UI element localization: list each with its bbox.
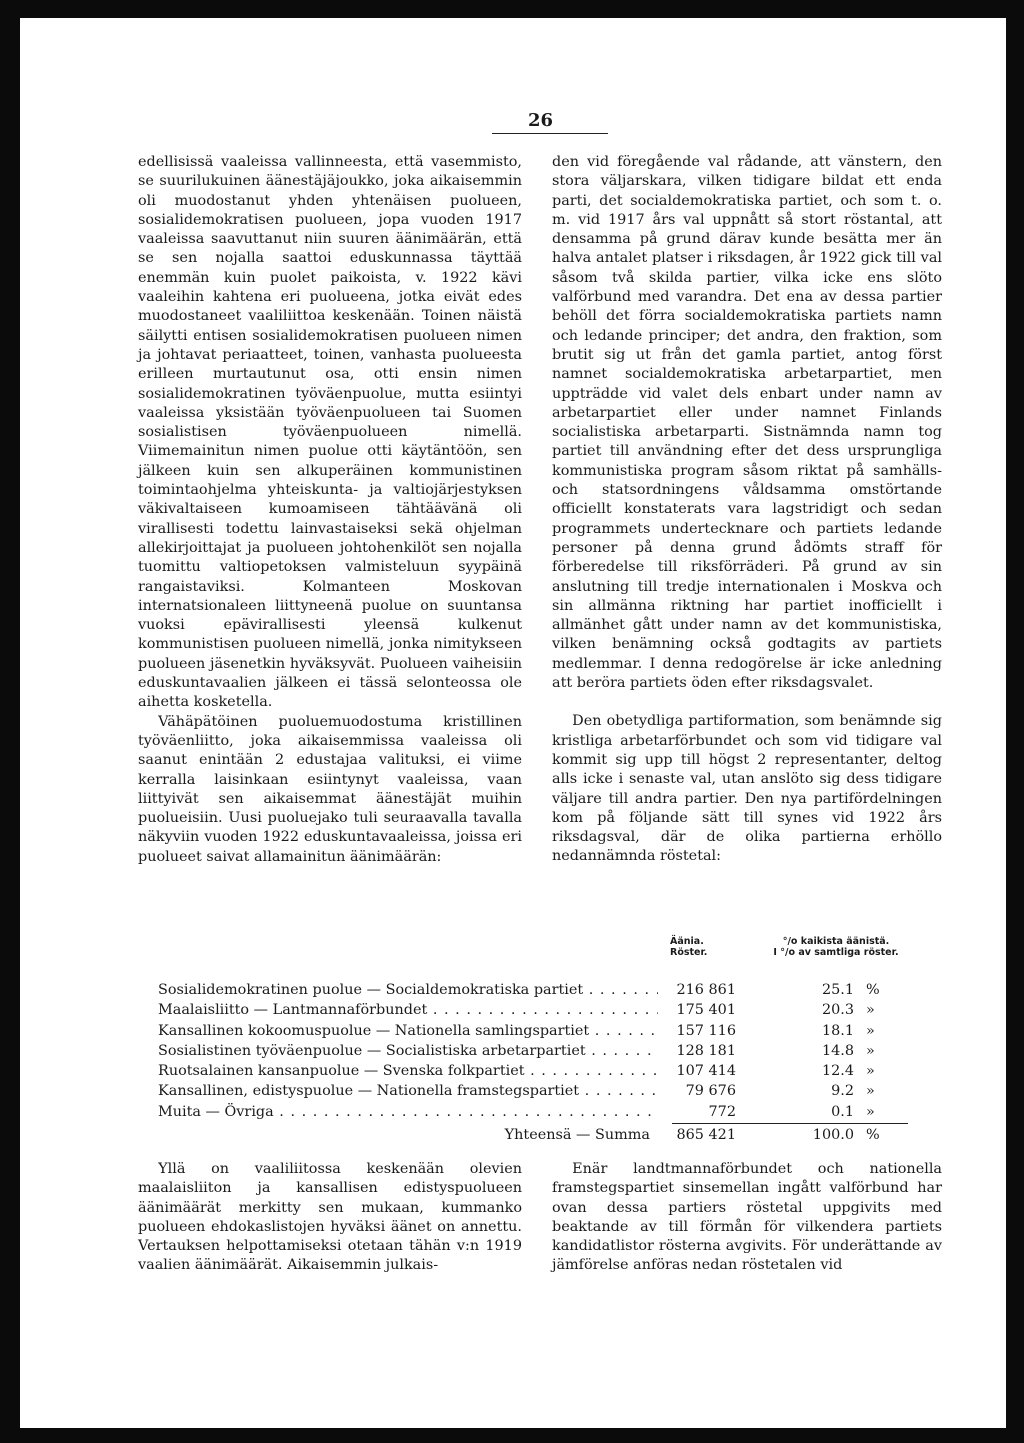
vote-count: 157 116 <box>676 1022 736 1039</box>
table-row <box>158 1000 918 1020</box>
votes-column-header: Äänia. Röster. <box>670 936 708 958</box>
total-votes: 865 421 <box>676 1127 736 1144</box>
table-row <box>158 1081 918 1101</box>
swedish-paragraph: Den obetydliga partiformation, som benämnde sig kristliga arbetarförbundet och som vid tidigare val kommit sig upp till högst 2 representanter, deltog alls icke i senaste val, utan anslöto sig dess tidigare väljare till andra partier. Den nya partifördelningen kom på följande sätt till synes vid 1922 års riksdagsval, där de olika partierna erhöllo nedannämnda röstetal: <box>552 713 942 865</box>
percent-unit: » <box>866 1083 875 1100</box>
vote-percent: 12.4 <box>821 1063 854 1080</box>
swedish-paragraph: Enär landtmannaförbundet och nationella framstegspartiet sinsemellan ingått valförbund har ovan dessa partiers röstetal uppgivits med beaktande av till förmån för vilkendera partiets kandidatlistor rösterna avgivits. För underättande av jämförelse anföras nedan röstetalen vid <box>552 1161 942 1274</box>
finnish-paragraph: Yllä on vaaliliitossa keskenään olevien maalaisliiton ja kansallisen edistyspuolueen äänimäärät merkitty sen mukaan, kummanko puolueen ehdokaslistojen hyväksi äänet on annettu. Vertauksen helpottamiseksi otetaan tähän v:n 1919 vaalien äänimäärät. Aikaisemmin julkais- <box>138 1161 522 1274</box>
page-number-rule <box>492 133 608 134</box>
finnish-column-top <box>138 153 522 867</box>
election-results-table <box>158 932 918 1146</box>
vote-percent: 25.1 <box>821 982 854 998</box>
percent-unit: % <box>866 982 880 998</box>
table-total-row <box>158 1124 918 1146</box>
percent-unit: » <box>866 1063 875 1080</box>
party-name: Sosialistinen työväenpuolue — Socialistiska arbetarpartiet . . . <box>158 1041 658 1061</box>
finnish-paragraph: edellisissä vaaleissa vallinneesta, että vasemmisto, se suurilukuinen äänestäjäjoukko, joka aikaisemmin oli muodostanut yhden yhtenäisen puolueen, sosialidemokratisen puolueen, jopa vuoden 1917 vaaleissa saavuttanut niin suuren äänimäärän, että se sen nojalla saattoi eduskunnassa täyttää enemmän kuin puolet paikoista, v. 1922 kävi vaaleihin kahtena eri puolueena, jotka eivät edes muodostaneet vaaliliittoa keskenään. Toinen näistä säilytti entisen sosialidemokratisen puolueen nimen ja johtavat periaatteet, toinen, vanhasta puolueesta erilleen murtautunut osa, otti ensin nimen sosialidemokratinen työväenpuolue, mutta esiintyi vaaleissa yksistään työväenpuolueen tai Suomen sosialistisen työväenpuolueen nimellä. Viimemainitun nimen puolue otti käytäntöön, sen jälkeen kuin sen alkuperäinen kommunistinen toimintaohjelma yhteiskunta- ja valtiojärjestyksen väkivaltaiseen kumoamiseen tähtäävänä oli virallisesti todettu lainvastaiseksi sekä ohjelman allekirjoittajat ja puolueen johtohenkilöt sen nojalla tuomittu valtiopetoksen valmisteluun syypäinä rangaistaviksi. Kolmanteen Moskovan internatsionaleen liittyneenä puolue on suuntansa vuoksi epävirallisesti yleensä kulkenut kommunistisen puolueen nimellä, jonka nimitykseen puolueen jäsenetkin hyväksyvät. Puolueen vaiheisiin eduskuntavaalien jälkeen ei tässä selonteossa ole aihetta kosketella. <box>138 154 522 711</box>
vote-count: 772 <box>708 1103 736 1120</box>
party-name: Maalaisliitto — Lantmannaförbundet . . . <box>158 1000 658 1020</box>
percent-unit: % <box>866 1127 880 1144</box>
table-row <box>158 1041 918 1061</box>
document-page <box>20 18 1006 1428</box>
party-name: Sosialidemokratinen puolue — Socialdemokratiska partiet . . . <box>158 980 658 1000</box>
percent-unit: » <box>866 1042 875 1059</box>
swedish-column-top <box>552 153 942 867</box>
vote-count: 175 401 <box>676 1002 736 1019</box>
party-name: Kansallinen, edistyspuolue — Nationella framstegspartiet . . . <box>158 1081 658 1101</box>
vote-count: 128 181 <box>676 1042 736 1059</box>
total-label: Yhteensä — Summa <box>504 1127 650 1144</box>
table-row <box>158 1102 918 1122</box>
percent-unit: » <box>866 1103 875 1120</box>
table-row <box>158 1021 918 1041</box>
percent-column-header: °/o kaikista äänistä. I °/o av samtliga röster. <box>773 936 899 958</box>
party-name: Ruotsalainen kansanpuolue — Svenska folkpartiet . . . <box>158 1061 658 1081</box>
finnish-column-bottom <box>138 1160 522 1276</box>
vote-percent: 14.8 <box>821 1042 854 1059</box>
vote-count: 216 861 <box>676 982 736 998</box>
swedish-column-bottom <box>552 1160 942 1276</box>
finnish-paragraph: Vähäpätöinen puoluemuodostuma kristillinen työväenliitto, joka aikaisemmissa vaaleissa oli saanut enintään 2 edustajaa valituksi, ei viime kerralla laisinkaan esiintynyt vaaleissa, vaan liittyivät sen aikaisemmat äänestäjät muihin puolueisiin. Uusi puoluejako tuli seuraavalla tavalla näkyviin vuoden 1922 eduskuntavaaleissa, joissa eri puolueet saivat allamainitun äänimäärän: <box>138 713 522 865</box>
vote-percent: 0.1 <box>831 1103 854 1120</box>
table-row <box>158 1061 918 1081</box>
total-percent: 100.0 <box>812 1127 854 1144</box>
percent-unit: » <box>866 1002 875 1019</box>
page-number: 26 <box>528 110 554 131</box>
party-name: Kansallinen kokoomuspuolue — Nationella samlingspartiet . . . <box>158 1021 658 1041</box>
swedish-paragraph: den vid föregående val rådande, att vänstern, den stora väljarskara, vilken tidigare bildat ett enda parti, det socialdemokratiska partiet, och som t. o. m. vid 1917 års val uppnått så stort röstantal, att densamma på grund därav kunde besätta mer än halva antalet platser i riksdagen, år 1922 gick till val såsom två skilda partier, vilka icke ens slöto valförbund med varandra. Det ena av dessa partier behöll det förra socialdemokratiska partiets namn och ledande principer; det andra, den fraktion, som brutit sig ut från det gamla partiet, antog först namnet socialdemokratiska arbetarpartiet, men uppträdde vid valet dels enbart under namn av arbetarpartiet eller under namnet Finlands socialistiska arbetarparti. Sistnämnda namn tog partiet till användning efter det dess ursprungliga kommunistiska program såsom riktat på samhälls- och statsordningens våldsamma omstörtande officiellt konstaterats vara lagstridigt och sedan programmets undertecknare och partiets ledande personer på denna grund ådömts straff för förberedelse till riksförräderi. På grund av sin anslutning till tredje internationalen i Moskva och sin allmänna riktning har partiet inofficiellt i allmänhet gått under namn av det kommunistiska, vilken benämning också godtagits av partiets medlemmar. I denna redogörelse är icke anledning att beröra partiets öden efter riksdagsvalet. <box>552 154 942 692</box>
vote-percent: 18.1 <box>821 1022 854 1039</box>
table-header <box>158 932 918 980</box>
vote-percent: 9.2 <box>831 1083 854 1100</box>
percent-unit: » <box>866 1022 875 1039</box>
table-row <box>158 980 918 1000</box>
party-name: Muita — Övriga . . . <box>158 1102 658 1122</box>
vote-percent: 20.3 <box>821 1002 854 1019</box>
vote-count: 107 414 <box>676 1063 736 1080</box>
vote-count: 79 676 <box>685 1083 736 1100</box>
